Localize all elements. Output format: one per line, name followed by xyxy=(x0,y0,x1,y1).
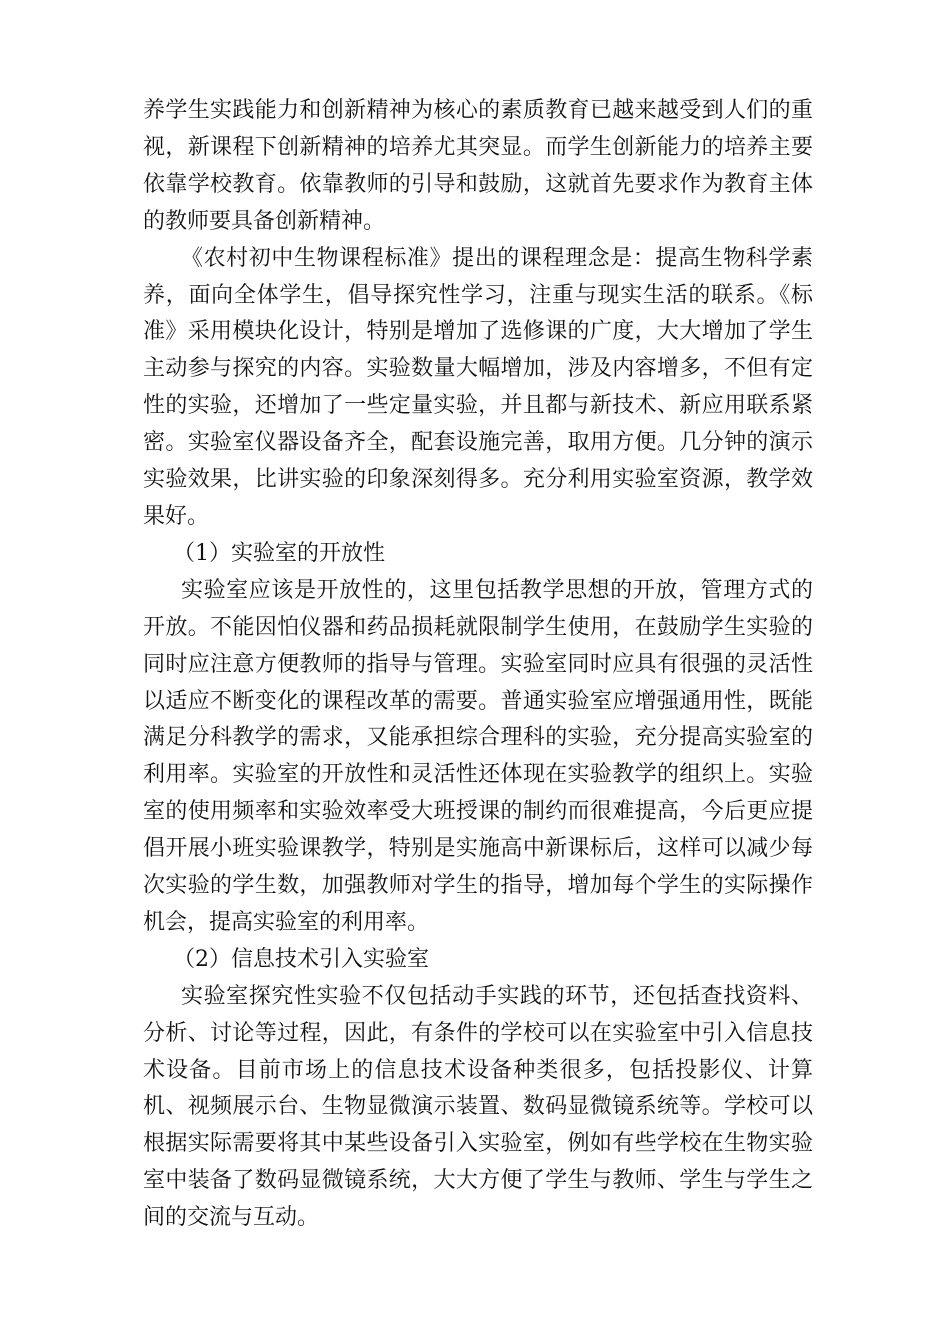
section-heading-info-tech: （2）信息技术引入实验室 xyxy=(173,946,429,972)
paragraph-continuation: 养学生实践能力和创新精神为核心的素质教育已越来越受到人们的重视，新课程下创新精神的培养尤其突显。而学生创新能力的培养主要依靠学校教育。依靠教师的引导和鼓励，这就首先要求作为教育主体的教师要具备创新精神。 xyxy=(143,98,813,234)
paragraph-curriculum-standard: 《农村初中生物课程标准》提出的课程理念是：提高生物科学素养，面向全体学生，倡导探究性学习，注重与现实生活的联系。《标准》采用模块化设计，特别是增加了选修课的广度，大大增加了学生主动参与探究的内容。实验数量大幅增加，涉及内容增多，不但有定性的实验，还增加了一些定量实验，并且都与新技术、新应用联系紧密。实验室仪器设备齐全，配套设施完善，取用方便。几分钟的演示实验效果，比讲实验的印象深刻得多。充分利用实验室资源，教学效果好。 xyxy=(143,245,813,529)
paragraph-info-tech: 实验室探究性实验不仅包括动手实践的环节，还包括查找资料、分析、讨论等过程，因此，有条件的学校可以在实验室中引入信息技术设备。目前市场上的信息技术设备种类很多，包括投影仪、计算机、视频展示台、生物显微演示装置、数码显微镜系统等。学校可以根据实际需要将其中某些设备引入实验室，例如有些学校在生物实验室中装备了数码显微镜系统，大大方便了学生与教师、学生与学生之间的交流与互动。 xyxy=(143,983,813,1231)
section-heading-lab-openness: （1）实验室的开放性 xyxy=(173,540,385,566)
paragraph-lab-openness: 实验室应该是开放性的，这里包括教学思想的开放，管理方式的开放。不能因怕仪器和药品损耗就限制学生使用，在鼓励学生实验的同时应注意方便教师的指导与管理。实验室同时应具有很强的灵活性以适应不断变化的课程改革的需要。普通实验室应增强通用性，既能满足分科教学的需求，又能承担综合理科的实验，充分提高实验室的利用率。实验室的开放性和灵活性还体现在实验教学的组织上。实验室的使用频率和实验效率受大班授课的制约而很难提高，今后更应提倡开展小班实验课教学，特别是实施高中新课标后，这样可以减少每次实验的学生数，加强教师对学生的指导，增加每个学生的实际操作机会，提高实验室的利用率。 xyxy=(143,577,813,935)
document-body xyxy=(143,93,813,1237)
